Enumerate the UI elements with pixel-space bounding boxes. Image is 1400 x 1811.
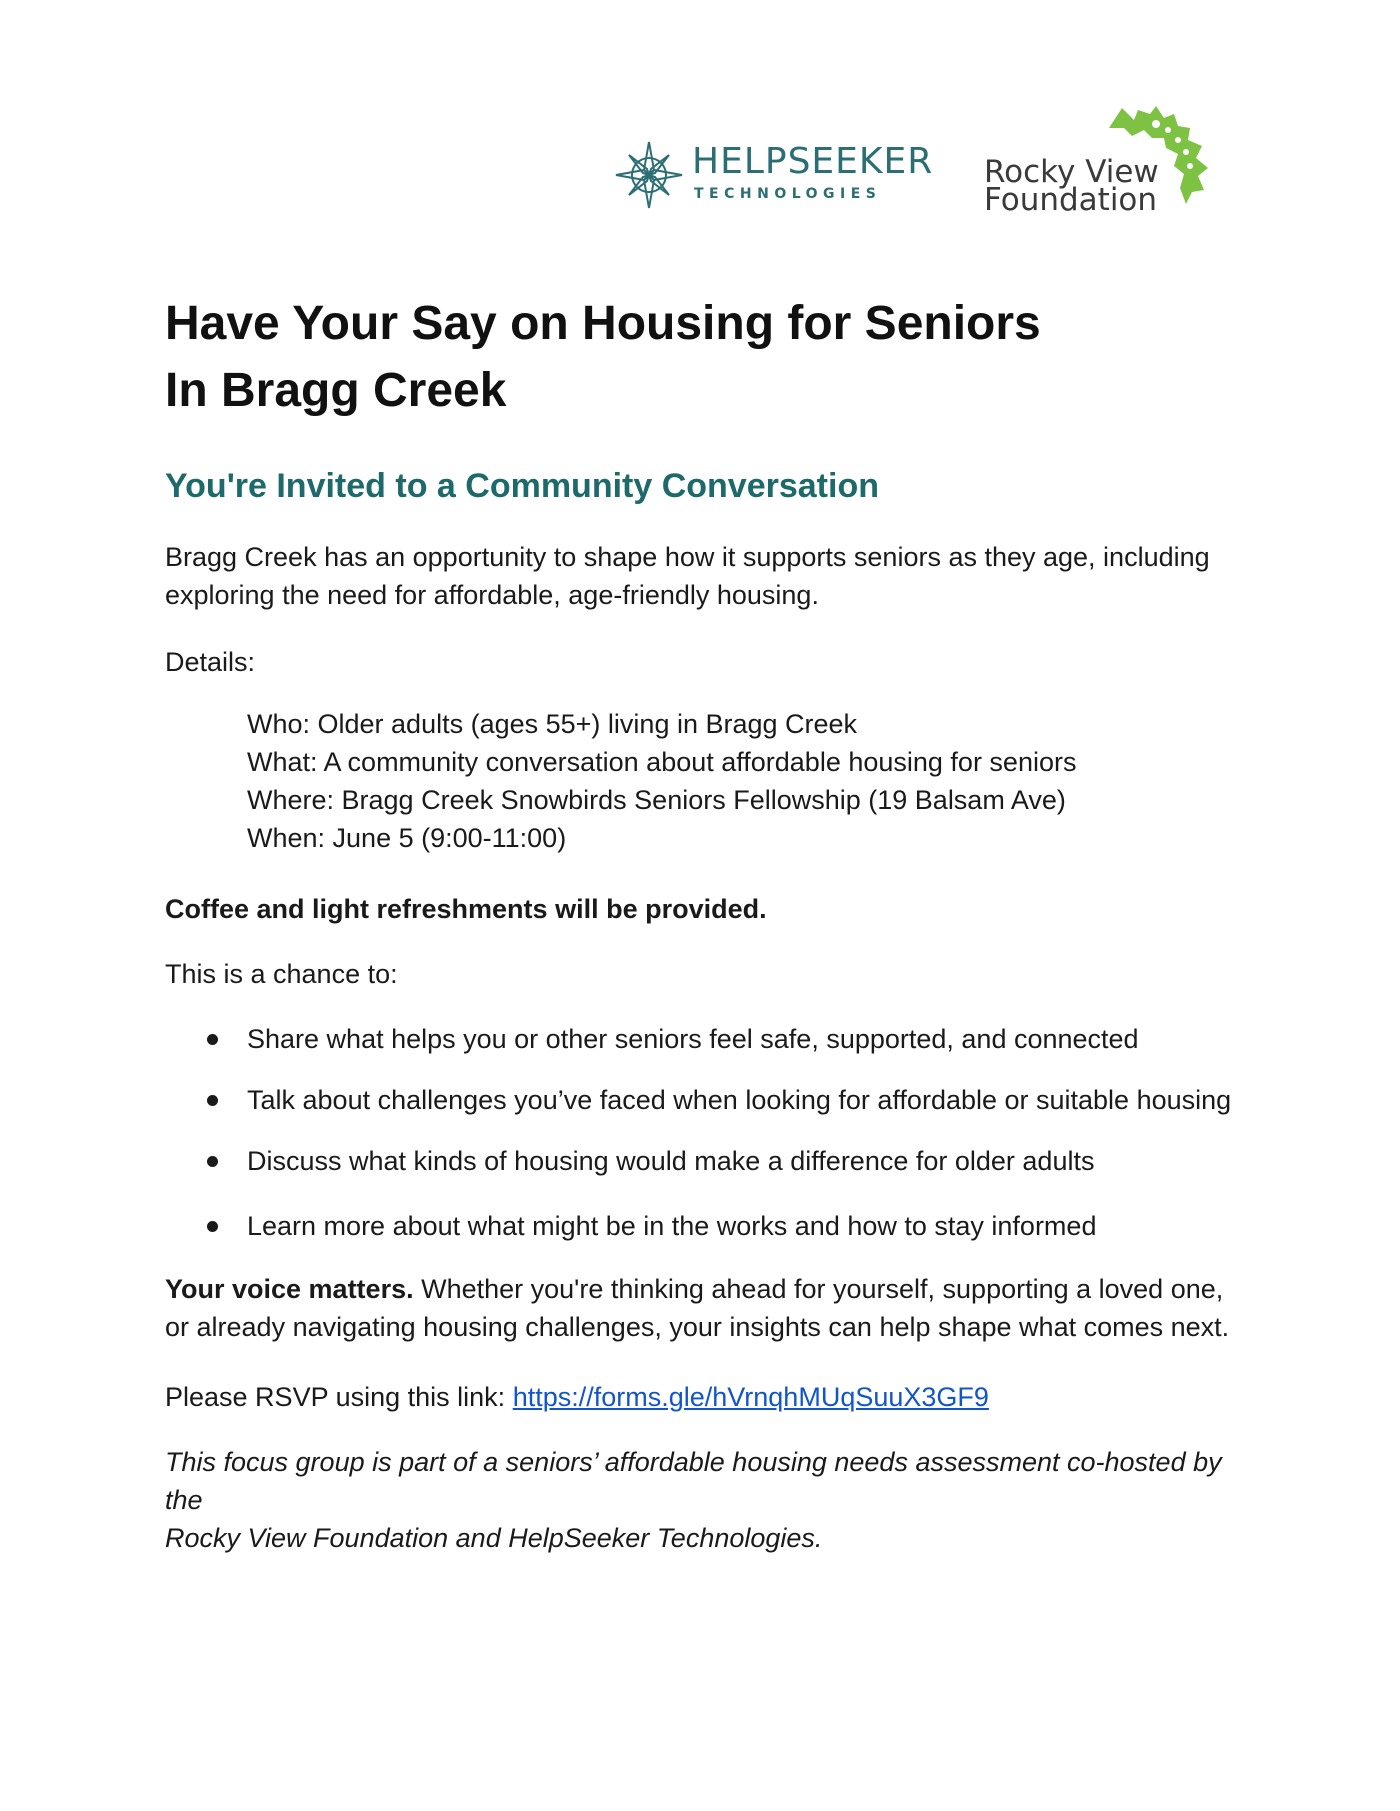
- chance-heading: This is a chance to:: [165, 959, 398, 989]
- details-when: When: June 5 (9:00-11:00): [247, 823, 567, 853]
- bullet-dot-icon: [207, 1156, 218, 1167]
- bullet-dot-icon: [207, 1095, 218, 1106]
- compass-star-icon: [614, 140, 684, 210]
- rsvp-label: Please RSVP using this link:: [165, 1382, 513, 1412]
- rockyview-name-line1: Rocky View: [984, 154, 1159, 190]
- footer-line-2: Rocky View Foundation and HelpSeeker Technologies.: [165, 1523, 823, 1553]
- helpseeker-wordmark: HELPSEEKER: [692, 141, 934, 182]
- voice-emphasis: Your voice matters.: [165, 1274, 414, 1304]
- helpseeker-logo: [614, 138, 934, 218]
- invite-subtitle: You're Invited to a Community Conversation: [165, 467, 879, 505]
- chance-bullet-list: [165, 1020, 1285, 1270]
- list-item-text: Discuss what kinds of housing would make a difference for older adults: [247, 1146, 1095, 1176]
- list-item-text: Share what helps you or other seniors feel safe, supported, and connected: [247, 1024, 1139, 1054]
- intro-paragraph: Bragg Creek has an opportunity to shape how it supports seniors as they age, including exploring the need for affordable, age-friendly housing.: [165, 542, 1210, 610]
- list-item-text: Learn more about what might be in the works and how to stay informed: [247, 1211, 1097, 1241]
- voice-text-line2: or already navigating housing challenges, your insights can help shape what comes next.: [165, 1312, 1230, 1342]
- details-list: [247, 705, 1247, 857]
- list-item-text: Talk about challenges you’ve faced when looking for affordable or suitable housing: [247, 1085, 1232, 1115]
- details-who: Who: Older adults (ages 55+) living in Bragg Creek: [247, 709, 858, 739]
- rsvp-line: [165, 1378, 1265, 1416]
- refreshments-note: Coffee and light refreshments will be provided.: [165, 894, 767, 924]
- title-line-2: In Bragg Creek: [165, 364, 507, 417]
- footer-note: [165, 1443, 1265, 1557]
- voice-paragraph: [165, 1270, 1265, 1346]
- bullet-dot-icon: [207, 1221, 218, 1232]
- rockyview-name-line2: Foundation: [984, 182, 1158, 218]
- details-heading: Details:: [165, 647, 256, 677]
- bullet-dot-icon: [207, 1034, 218, 1045]
- rockyview-logo: [984, 100, 1224, 220]
- rsvp-link[interactable]: https://forms.gle/hVrnqhMUqSuuX3GF9: [512, 1382, 989, 1412]
- footer-line-1: This focus group is part of a seniors’ affordable housing needs assessment co-hosted by the: [165, 1447, 1222, 1515]
- page-title: [165, 290, 1265, 424]
- title-line-1: Have Your Say on Housing for Seniors: [165, 297, 1041, 350]
- details-where: Where: Bragg Creek Snowbirds Seniors Fellowship (19 Balsam Ave): [247, 785, 1066, 815]
- voice-text-line1: Whether you're thinking ahead for yourself, supporting a loved one,: [413, 1274, 1224, 1304]
- details-what: What: A community conversation about affordable housing for seniors: [247, 747, 1077, 777]
- helpseeker-subtitle: TECHNOLOGIES: [694, 186, 882, 202]
